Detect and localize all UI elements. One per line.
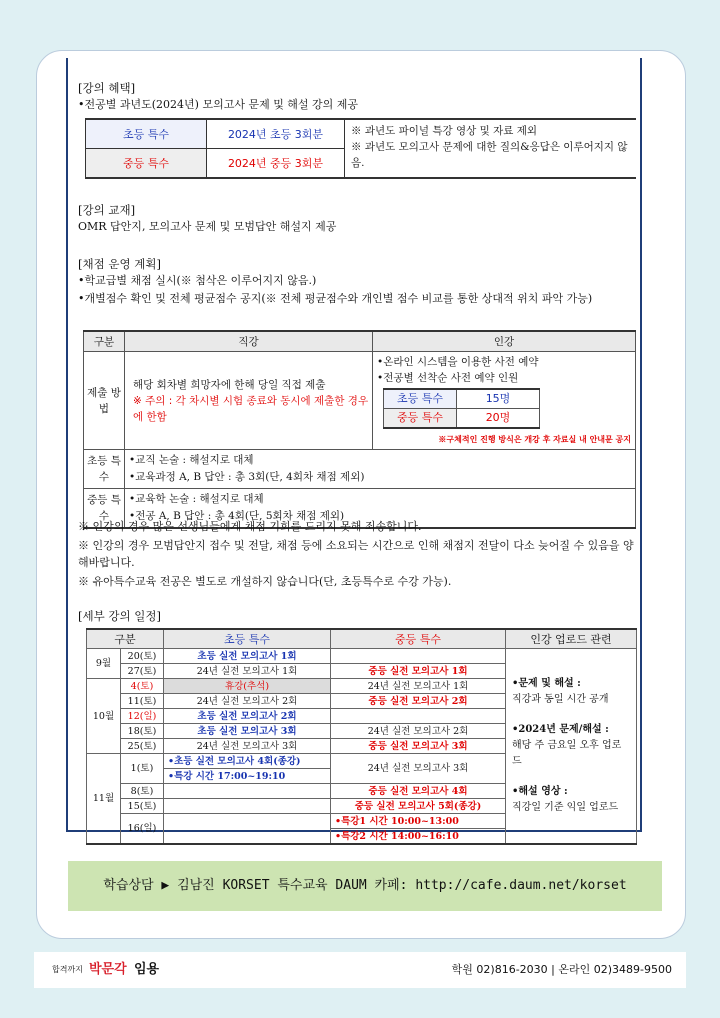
online-upload-cell [506, 649, 637, 845]
benefit-note-2: ※ 과년도 모의고사 문제에 대한 질의&응답은 이루어지지 않음. [351, 141, 628, 169]
benefit-notes [345, 119, 637, 178]
date-cell: 11(토) [121, 694, 164, 709]
mid-cell: 24년 실전 모의고사 3회 [331, 754, 506, 784]
date-cell: 12(일) [121, 709, 164, 724]
date-cell: 18(토) [121, 724, 164, 739]
mid-cell-2: •특강2 시간 14:00~16:10 [331, 829, 506, 845]
mid-cell: 중등 실전 모의고사 5회(종강) [331, 799, 506, 814]
benefit-note-1: ※ 과년도 파이널 특강 영상 및 자료 제외 [351, 125, 538, 137]
schedule-heading: [세부 강의 일정] [78, 609, 161, 623]
grading-elem-cell [125, 450, 636, 489]
mid-cell: 중등 실전 모의고사 2회 [331, 694, 506, 709]
grading-mid-cat: 중등 특수 [84, 489, 125, 529]
online-d3: 직강일 기준 익일 업로드 [512, 802, 619, 813]
grading-offline-cell [125, 352, 373, 450]
grading-offline-warn: ※ 주의 : 각 차시별 시험 종료와 동시에 제출한 경우에 한함 [133, 394, 369, 423]
schedule-head-online: 인강 업로드 관련 [506, 629, 637, 649]
mid-cell: 중등 실전 모의고사 3회 [331, 739, 506, 754]
elem-cell [164, 799, 331, 814]
mid-cell: 24년 실전 모의고사 2회 [331, 724, 506, 739]
date-cell: 20(토) [121, 649, 164, 664]
grading-offline-line: 해당 회차별 희망자에 한해 당일 직접 제출 [133, 378, 326, 391]
grading-heading: [채점 운영 계획] [78, 257, 161, 271]
online-t3: •해설 영상 : [512, 786, 568, 797]
mid-cell: 중등 실전 모의고사 4회 [331, 784, 506, 799]
date-cell: 8(토) [121, 784, 164, 799]
elem-cell: 24년 실전 모의고사 1회 [164, 664, 331, 679]
elem-cell-2: •특강 시간 17:00~19:10 [164, 769, 331, 784]
elem-cell: 초등 실전 모의고사 1회 [164, 649, 331, 664]
grading-head-cat: 구분 [84, 331, 125, 352]
elem-cell [164, 814, 331, 845]
quota-table [383, 388, 540, 429]
elem-cell: 24년 실전 모의고사 2회 [164, 694, 331, 709]
benefit-heading: [강의 혜택] [78, 81, 136, 95]
material-heading: [강의 교재] [78, 203, 136, 217]
benefit-value-elem: 2024년 초등 3회분 [207, 119, 345, 149]
date-cell: 4(토) [121, 679, 164, 694]
grading-submit-cat: 제출 방법 [84, 352, 125, 450]
grading-line2: •개별점수 확인 및 전체 평균점수 공지(※ 전체 평균점수와 개인별 점수 비교를 통한 상대적 위치 파악 가능) [78, 292, 593, 305]
quota-label-mid: 중등 특수 [384, 409, 457, 429]
footer [34, 952, 686, 988]
grading-online-line1: •온라인 시스템을 이용한 사전 예약 [377, 356, 539, 368]
consult-banner[interactable]: 학습상담 ▶ 김남진 KORSET 특수교육 DAUM 카페: http://cafe.daum.net/korset [68, 861, 662, 911]
mid-cell [331, 709, 506, 724]
online-d1: 직강과 동일 시간 공개 [512, 694, 609, 705]
elem-cell: 초등 실전 모의고사 3회 [164, 724, 331, 739]
mid-cell: 중등 실전 모의고사 1회 [331, 664, 506, 679]
grading-note-3: ※ 유아특수교육 전공은 별도로 개설하지 않습니다(단, 초등특수로 수강 가능). [78, 575, 452, 588]
logo-brand: 박문각 [89, 962, 127, 977]
mid-cell [331, 649, 506, 664]
material-line: OMR 답안지, 모의고사 문제 및 모범답안 해설지 제공 [78, 220, 337, 233]
grading-elem-line2: •교육과정 A, B 답안 : 총 3회(단, 4회차 채점 제외) [129, 471, 365, 483]
date-cell: 16(일) [121, 814, 164, 845]
grading-elem-line1: •교직 논술 : 해설지로 대체 [129, 454, 254, 466]
date-cell: 25(토) [121, 739, 164, 754]
mid-cell: •특강1 시간 10:00~13:00 [331, 814, 506, 829]
schedule-head-elem: 초등 특수 [164, 629, 331, 649]
elem-cell: •초등 실전 모의고사 4회(종강) [164, 754, 331, 769]
schedule-table [86, 628, 637, 845]
contact-info: 학원 02)816-2030 | 온라인 02)3489-9500 [451, 963, 672, 976]
date-cell: 1(토) [121, 754, 164, 784]
month-oct: 10월 [87, 679, 121, 754]
benefit-label-mid: 중등 특수 [86, 149, 207, 179]
month-sep: 9월 [87, 649, 121, 679]
benefit-line: •전공별 과년도(2024년) 모의고사 문제 및 해설 강의 제공 [78, 98, 359, 111]
schedule-head-mid: 중등 특수 [331, 629, 506, 649]
schedule-head-cat: 구분 [87, 629, 164, 649]
mid-cell: 24년 실전 모의고사 1회 [331, 679, 506, 694]
grading-online-line2: •전공별 선착순 사전 예약 인원 [377, 372, 519, 384]
date-cell: 15(토) [121, 799, 164, 814]
benefit-value-mid: 2024년 중등 3회분 [207, 149, 345, 179]
grading-table [83, 330, 636, 529]
quota-count-elem: 15명 [457, 389, 540, 409]
elem-cell: 초등 실전 모의고사 2회 [164, 709, 331, 724]
benefit-table [85, 118, 636, 179]
month-nov: 11월 [87, 754, 121, 845]
grading-note-2: ※ 인강의 경우 모범답안지 접수 및 전달, 채점 등에 소요되는 시간으로 인해 채점지 전달이 다소 늦어질 수 있음을 양해바랍니다. [78, 539, 634, 569]
logo-suffix: 임용 [134, 962, 160, 977]
grading-line1: •학교급별 채점 실시(※ 첨삭은 이루어지지 않음.) [78, 274, 317, 287]
elem-cell: 24년 실전 모의고사 3회 [164, 739, 331, 754]
online-t2: •2024년 문제/해설 : [512, 724, 609, 735]
grading-elem-cat: 초등 특수 [84, 450, 125, 489]
grading-mid-line1: •교육학 논술 : 해설지로 대체 [129, 493, 264, 505]
grading-head-offline: 직강 [125, 331, 373, 352]
date-cell: 27(토) [121, 664, 164, 679]
logo-small: 합격까지 [52, 965, 83, 974]
online-d2: 해당 주 금요일 오후 업로드 [512, 740, 622, 767]
grading-mid-line2: •전공 A, B 답안 : 총 4회(단, 5회차 채점 제외) [129, 510, 345, 522]
grading-online-note: ※구체적인 진행 방식은 개강 후 자료실 내 안내문 공지 [438, 434, 631, 444]
online-t1: •문제 및 해설 : [512, 678, 581, 689]
grading-online-cell [373, 352, 636, 450]
grading-head-online: 인강 [373, 331, 636, 352]
grading-notes [78, 518, 640, 590]
elem-cell [164, 784, 331, 799]
elem-cell: 휴강(추석) [164, 679, 331, 694]
quota-count-mid: 20명 [457, 409, 540, 429]
quota-label-elem: 초등 특수 [384, 389, 457, 409]
benefit-label-elem: 초등 특수 [86, 119, 207, 149]
grading-note-1: ※ 인강의 경우 많은 선생님들에게 채점 기회를 드리지 못해 죄송합니다. [78, 520, 422, 533]
